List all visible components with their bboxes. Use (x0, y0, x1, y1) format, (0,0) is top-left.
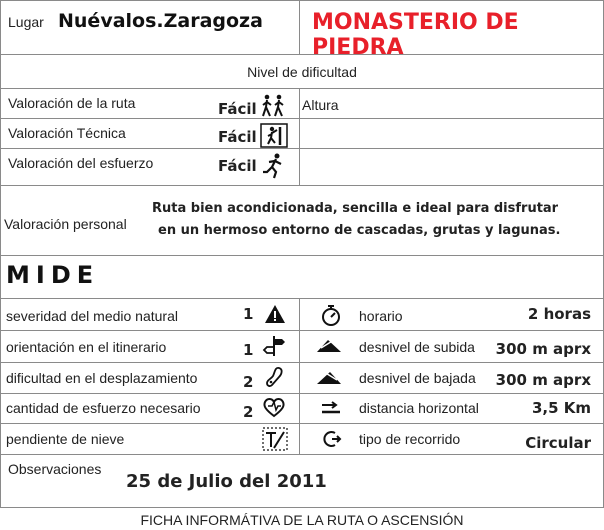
mide-right-value: 3,5 Km (531, 399, 591, 417)
mide-right-label: desnivel de bajada (359, 370, 476, 386)
hikers-icon (260, 94, 288, 118)
difficulty-row-label: Valoración de la ruta (8, 95, 136, 111)
signpost-icon (262, 334, 286, 358)
mide-left-label: severidad del medio natural (6, 308, 178, 324)
footer-text: FICHA INFORMÁTIVA DE LA RUTA O ASCENSIÓN (140, 512, 464, 528)
climber-icon (260, 123, 288, 148)
lugar-label: Lugar (8, 14, 44, 30)
mide-left-score: 2 (243, 373, 254, 391)
mide-right-value: Circular (525, 434, 591, 452)
personal-text-line1: Ruta bien acondicionada, sencilla e ideal para disfrutar (152, 201, 559, 216)
runner-icon (260, 152, 288, 180)
mide-left-score: 1 (243, 341, 254, 359)
mide-title: MIDE (6, 261, 100, 289)
ascent-icon (316, 337, 342, 353)
lugar-value: Nuévalos.Zaragoza (58, 10, 263, 32)
mide-right-label: horario (359, 308, 403, 324)
personal-label: Valoración personal (4, 216, 127, 232)
route-title: MONASTERIO DE PIEDRA (312, 10, 519, 60)
mide-right-value: 300 m aprx (495, 340, 591, 358)
mide-right-label: desnivel de subida (359, 339, 475, 355)
snow-slope-icon (262, 427, 288, 451)
mide-left-label: cantidad de esfuerzo necesario (6, 400, 201, 416)
difficulty-row-value: Fácil (218, 157, 257, 175)
descent-icon (316, 369, 342, 385)
warning-icon (264, 303, 286, 325)
mide-left-score: 1 (243, 305, 254, 323)
mide-left-label: pendiente de nieve (6, 431, 125, 447)
altura-label: Altura (302, 97, 339, 113)
heart-icon (262, 396, 286, 418)
difficulty-row-label: Valoración Técnica (8, 125, 126, 141)
personal-text-line2: en un hermoso entorno de cascadas, grutas y lagunas. (158, 223, 561, 238)
difficulty-row-label: Valoración del esfuerzo (8, 155, 154, 171)
foot-icon (262, 365, 286, 389)
mide-right-label: distancia horizontal (359, 400, 479, 416)
mide-left-score: 2 (243, 403, 254, 421)
mide-right-value: 2 horas (527, 305, 591, 323)
mide-left-label: orientación en el itinerario (6, 339, 167, 355)
loop-icon (320, 429, 342, 449)
distance-icon (320, 400, 342, 416)
mide-left-label: dificultad en el desplazamiento (6, 370, 198, 386)
stopwatch-icon (320, 303, 342, 327)
mide-right-label: tipo de recorrido (359, 431, 461, 447)
difficulty-row-value: Fácil (218, 128, 257, 146)
difficulty-row-value: Fácil (218, 100, 257, 118)
difficulty-title: Nivel de dificultad (247, 64, 357, 80)
mide-right-value: 300 m aprx (495, 371, 591, 389)
observaciones-value: 25 de Julio del 2011 (126, 471, 327, 492)
observaciones-label: Observaciones (8, 461, 102, 477)
